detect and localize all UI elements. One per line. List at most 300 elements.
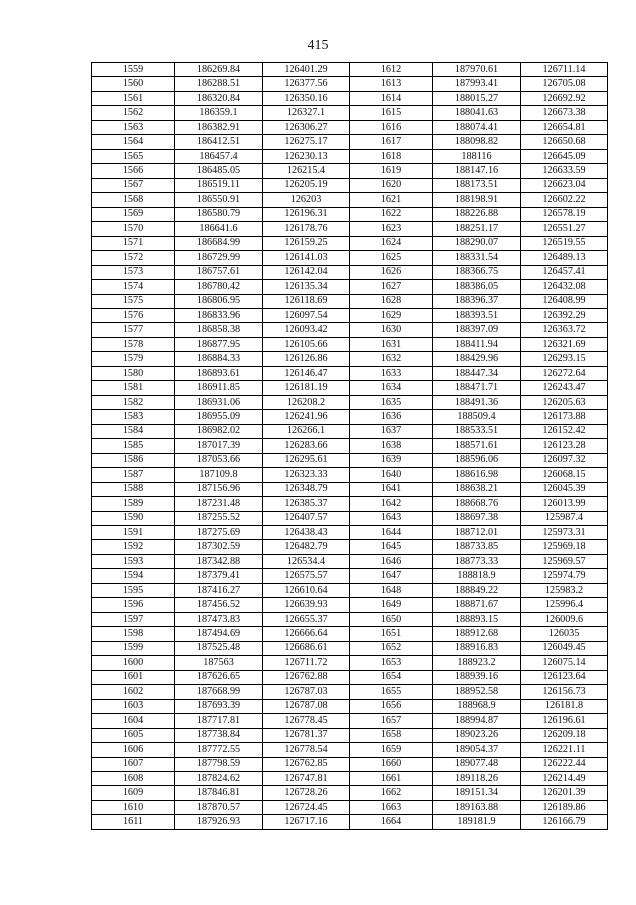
- x-coord-right-cell: 188147.16: [433, 164, 521, 178]
- x-coord-left-cell: 187563: [175, 656, 263, 670]
- x-coord-left-cell: 186806.95: [175, 294, 263, 308]
- y-coord-left-cell: 126686.61: [263, 641, 350, 655]
- table-row: [92, 77, 608, 91]
- table-row: [92, 786, 608, 800]
- point-id-left-cell: 1594: [92, 569, 175, 583]
- y-coord-right-cell: 126602.22: [521, 193, 608, 207]
- point-id-left-cell: 1567: [92, 178, 175, 192]
- point-id-left-cell: 1603: [92, 699, 175, 713]
- x-coord-right-cell: 188697.38: [433, 511, 521, 525]
- x-coord-left-cell: 186982.02: [175, 424, 263, 438]
- table-row: [92, 265, 608, 279]
- y-coord-left-cell: 126377.56: [263, 77, 350, 91]
- y-coord-left-cell: 126126.86: [263, 352, 350, 366]
- point-id-right-cell: 1615: [350, 106, 433, 120]
- x-coord-right-cell: 189181.9: [433, 815, 521, 829]
- x-coord-left-cell: 187846.81: [175, 786, 263, 800]
- x-coord-left-cell: 187275.69: [175, 526, 263, 540]
- table-row: [92, 743, 608, 757]
- x-coord-right-cell: 188509.4: [433, 410, 521, 424]
- y-coord-right-cell: 126009.6: [521, 612, 608, 626]
- table-row: [92, 612, 608, 626]
- y-coord-right-cell: 126692.92: [521, 91, 608, 105]
- x-coord-left-cell: 186833.96: [175, 308, 263, 322]
- x-coord-left-cell: 186955.09: [175, 410, 263, 424]
- table-row: [92, 757, 608, 771]
- point-id-left-cell: 1592: [92, 540, 175, 554]
- y-coord-right-cell: 126408.99: [521, 294, 608, 308]
- point-id-right-cell: 1652: [350, 641, 433, 655]
- y-coord-right-cell: 126457.41: [521, 265, 608, 279]
- y-coord-right-cell: 126551.27: [521, 222, 608, 236]
- x-coord-right-cell: 188893.15: [433, 612, 521, 626]
- x-coord-left-cell: 186382.91: [175, 120, 263, 134]
- x-coord-right-cell: 188818.9: [433, 569, 521, 583]
- y-coord-left-cell: 126401.29: [263, 63, 350, 77]
- point-id-right-cell: 1640: [350, 468, 433, 482]
- point-id-left-cell: 1596: [92, 598, 175, 612]
- x-coord-left-cell: 187416.27: [175, 583, 263, 597]
- x-coord-right-cell: 188041.63: [433, 106, 521, 120]
- table-row: [92, 308, 608, 322]
- x-coord-left-cell: 187156.96: [175, 482, 263, 496]
- x-coord-right-cell: 188098.82: [433, 135, 521, 149]
- y-coord-left-cell: 126407.57: [263, 511, 350, 525]
- point-id-left-cell: 1570: [92, 222, 175, 236]
- x-coord-right-cell: 188668.76: [433, 497, 521, 511]
- point-id-left-cell: 1584: [92, 424, 175, 438]
- point-id-left-cell: 1600: [92, 656, 175, 670]
- point-id-right-cell: 1627: [350, 280, 433, 294]
- x-coord-right-cell: 188952.58: [433, 685, 521, 699]
- y-coord-left-cell: 126787.03: [263, 685, 350, 699]
- x-coord-right-cell: 188994.87: [433, 714, 521, 728]
- point-id-left-cell: 1605: [92, 728, 175, 742]
- point-id-right-cell: 1649: [350, 598, 433, 612]
- y-coord-left-cell: 126203: [263, 193, 350, 207]
- x-coord-right-cell: 188173.51: [433, 178, 521, 192]
- y-coord-left-cell: 126159.25: [263, 236, 350, 250]
- x-coord-right-cell: 188198.91: [433, 193, 521, 207]
- y-coord-right-cell: 126166.79: [521, 815, 608, 829]
- point-id-right-cell: 1623: [350, 222, 433, 236]
- y-coord-right-cell: 126152.42: [521, 424, 608, 438]
- point-id-left-cell: 1575: [92, 294, 175, 308]
- x-coord-left-cell: 186641.6: [175, 222, 263, 236]
- point-id-right-cell: 1620: [350, 178, 433, 192]
- point-id-right-cell: 1641: [350, 482, 433, 496]
- point-id-left-cell: 1572: [92, 251, 175, 265]
- point-id-right-cell: 1635: [350, 395, 433, 409]
- y-coord-left-cell: 126215.4: [263, 164, 350, 178]
- coordinate-table-body: [92, 63, 608, 830]
- point-id-left-cell: 1579: [92, 352, 175, 366]
- point-id-right-cell: 1662: [350, 786, 433, 800]
- x-coord-right-cell: 188471.71: [433, 381, 521, 395]
- y-coord-left-cell: 126205.19: [263, 178, 350, 192]
- point-id-right-cell: 1653: [350, 656, 433, 670]
- x-coord-left-cell: 187231.48: [175, 497, 263, 511]
- x-coord-left-cell: 186320.84: [175, 91, 263, 105]
- x-coord-left-cell: 186457.4: [175, 149, 263, 163]
- table-row: [92, 497, 608, 511]
- table-row: [92, 294, 608, 308]
- x-coord-left-cell: 186684.99: [175, 236, 263, 250]
- x-coord-right-cell: 189118.26: [433, 771, 521, 785]
- point-id-right-cell: 1617: [350, 135, 433, 149]
- y-coord-left-cell: 126093.42: [263, 323, 350, 337]
- point-id-right-cell: 1651: [350, 627, 433, 641]
- point-id-left-cell: 1577: [92, 323, 175, 337]
- x-coord-right-cell: 188397.09: [433, 323, 521, 337]
- y-coord-right-cell: 126221.11: [521, 743, 608, 757]
- x-coord-right-cell: 188638.21: [433, 482, 521, 496]
- y-coord-left-cell: 126747.81: [263, 771, 350, 785]
- x-coord-right-cell: 188596.06: [433, 453, 521, 467]
- x-coord-right-cell: 188871.67: [433, 598, 521, 612]
- table-row: [92, 280, 608, 294]
- x-coord-right-cell: 189077.48: [433, 757, 521, 771]
- y-coord-right-cell: 126293.15: [521, 352, 608, 366]
- point-id-right-cell: 1654: [350, 670, 433, 684]
- table-row: [92, 699, 608, 713]
- x-coord-left-cell: 186580.79: [175, 207, 263, 221]
- point-id-left-cell: 1560: [92, 77, 175, 91]
- table-row: [92, 106, 608, 120]
- y-coord-left-cell: 126208.2: [263, 395, 350, 409]
- point-id-right-cell: 1647: [350, 569, 433, 583]
- point-id-left-cell: 1564: [92, 135, 175, 149]
- y-coord-left-cell: 126323.33: [263, 468, 350, 482]
- x-coord-left-cell: 187473.83: [175, 612, 263, 626]
- y-coord-left-cell: 126295.61: [263, 453, 350, 467]
- y-coord-left-cell: 126266.1: [263, 424, 350, 438]
- x-coord-left-cell: 186359.1: [175, 106, 263, 120]
- x-coord-left-cell: 186757.61: [175, 265, 263, 279]
- point-id-right-cell: 1631: [350, 337, 433, 351]
- point-id-right-cell: 1629: [350, 308, 433, 322]
- y-coord-right-cell: 126650.68: [521, 135, 608, 149]
- x-coord-right-cell: 188939.16: [433, 670, 521, 684]
- point-id-left-cell: 1595: [92, 583, 175, 597]
- x-coord-left-cell: 186858.38: [175, 323, 263, 337]
- x-coord-right-cell: 188773.33: [433, 554, 521, 568]
- x-coord-right-cell: 188447.34: [433, 366, 521, 380]
- y-coord-right-cell: 126201.39: [521, 786, 608, 800]
- table-row: [92, 815, 608, 829]
- y-coord-right-cell: 125987.4: [521, 511, 608, 525]
- y-coord-left-cell: 126348.79: [263, 482, 350, 496]
- y-coord-left-cell: 126097.54: [263, 308, 350, 322]
- x-coord-right-cell: 188411.94: [433, 337, 521, 351]
- x-coord-right-cell: 189163.88: [433, 800, 521, 814]
- x-coord-right-cell: 189023.26: [433, 728, 521, 742]
- table-row: [92, 193, 608, 207]
- y-coord-right-cell: 126123.28: [521, 439, 608, 453]
- x-coord-left-cell: 187824.62: [175, 771, 263, 785]
- point-id-left-cell: 1585: [92, 439, 175, 453]
- point-id-left-cell: 1604: [92, 714, 175, 728]
- x-coord-right-cell: 188015.27: [433, 91, 521, 105]
- y-coord-right-cell: 126363.72: [521, 323, 608, 337]
- x-coord-left-cell: 187525.48: [175, 641, 263, 655]
- y-coord-left-cell: 126350.16: [263, 91, 350, 105]
- y-coord-right-cell: 126392.29: [521, 308, 608, 322]
- table-row: [92, 337, 608, 351]
- point-id-left-cell: 1610: [92, 800, 175, 814]
- x-coord-left-cell: 187109.8: [175, 468, 263, 482]
- x-coord-right-cell: 188074.41: [433, 120, 521, 134]
- point-id-right-cell: 1613: [350, 77, 433, 91]
- y-coord-left-cell: 126141.03: [263, 251, 350, 265]
- y-coord-right-cell: 126578.19: [521, 207, 608, 221]
- point-id-right-cell: 1638: [350, 439, 433, 453]
- x-coord-left-cell: 187798.59: [175, 757, 263, 771]
- x-coord-right-cell: 188226.88: [433, 207, 521, 221]
- x-coord-right-cell: 188616.98: [433, 468, 521, 482]
- point-id-left-cell: 1587: [92, 468, 175, 482]
- point-id-left-cell: 1580: [92, 366, 175, 380]
- table-row: [92, 511, 608, 525]
- y-coord-right-cell: 126156.73: [521, 685, 608, 699]
- point-id-right-cell: 1642: [350, 497, 433, 511]
- point-id-right-cell: 1622: [350, 207, 433, 221]
- y-coord-right-cell: 126068.15: [521, 468, 608, 482]
- x-coord-left-cell: 187693.39: [175, 699, 263, 713]
- y-coord-right-cell: 126489.13: [521, 251, 608, 265]
- y-coord-left-cell: 126146.47: [263, 366, 350, 380]
- point-id-right-cell: 1633: [350, 366, 433, 380]
- point-id-right-cell: 1616: [350, 120, 433, 134]
- y-coord-right-cell: 126633.59: [521, 164, 608, 178]
- table-row: [92, 656, 608, 670]
- y-coord-left-cell: 126778.54: [263, 743, 350, 757]
- table-row: [92, 164, 608, 178]
- point-id-right-cell: 1630: [350, 323, 433, 337]
- y-coord-right-cell: 126013.99: [521, 497, 608, 511]
- x-coord-right-cell: 188712.01: [433, 526, 521, 540]
- y-coord-left-cell: 126762.85: [263, 757, 350, 771]
- table-row: [92, 323, 608, 337]
- page-number: 415: [307, 38, 329, 53]
- point-id-right-cell: 1648: [350, 583, 433, 597]
- point-id-right-cell: 1657: [350, 714, 433, 728]
- point-id-left-cell: 1573: [92, 265, 175, 279]
- y-coord-left-cell: 126762.88: [263, 670, 350, 684]
- point-id-right-cell: 1618: [350, 149, 433, 163]
- point-id-left-cell: 1582: [92, 395, 175, 409]
- point-id-right-cell: 1655: [350, 685, 433, 699]
- y-coord-right-cell: 126035: [521, 627, 608, 641]
- point-id-left-cell: 1562: [92, 106, 175, 120]
- table-row: [92, 670, 608, 684]
- x-coord-left-cell: 186911.85: [175, 381, 263, 395]
- y-coord-right-cell: 126097.32: [521, 453, 608, 467]
- x-coord-right-cell: 188396.37: [433, 294, 521, 308]
- x-coord-right-cell: 188429.96: [433, 352, 521, 366]
- table-row: [92, 222, 608, 236]
- point-id-left-cell: 1599: [92, 641, 175, 655]
- x-coord-left-cell: 186269.84: [175, 63, 263, 77]
- x-coord-left-cell: 186729.99: [175, 251, 263, 265]
- table-row: [92, 120, 608, 134]
- table-row: [92, 410, 608, 424]
- y-coord-right-cell: 126196.61: [521, 714, 608, 728]
- x-coord-left-cell: 187255.52: [175, 511, 263, 525]
- y-coord-left-cell: 126241.96: [263, 410, 350, 424]
- x-coord-right-cell: 188491.36: [433, 395, 521, 409]
- x-coord-left-cell: 187494.69: [175, 627, 263, 641]
- point-id-right-cell: 1625: [350, 251, 433, 265]
- point-id-right-cell: 1644: [350, 526, 433, 540]
- y-coord-right-cell: 126075.14: [521, 656, 608, 670]
- point-id-right-cell: 1634: [350, 381, 433, 395]
- y-coord-right-cell: 126123.64: [521, 670, 608, 684]
- x-coord-right-cell: 188968.9: [433, 699, 521, 713]
- point-id-left-cell: 1576: [92, 308, 175, 322]
- x-coord-left-cell: 187926.93: [175, 815, 263, 829]
- x-coord-left-cell: 187870.57: [175, 800, 263, 814]
- x-coord-left-cell: 186288.51: [175, 77, 263, 91]
- x-coord-left-cell: 187379.41: [175, 569, 263, 583]
- y-coord-left-cell: 126655.37: [263, 612, 350, 626]
- x-coord-left-cell: 187668.99: [175, 685, 263, 699]
- y-coord-left-cell: 126610.64: [263, 583, 350, 597]
- x-coord-right-cell: 188393.51: [433, 308, 521, 322]
- point-id-left-cell: 1588: [92, 482, 175, 496]
- table-row: [92, 685, 608, 699]
- point-id-left-cell: 1559: [92, 63, 175, 77]
- table-row: [92, 598, 608, 612]
- table-row: [92, 569, 608, 583]
- point-id-left-cell: 1561: [92, 91, 175, 105]
- y-coord-right-cell: 126243.47: [521, 381, 608, 395]
- y-coord-right-cell: 126432.08: [521, 280, 608, 294]
- y-coord-left-cell: 126327.1: [263, 106, 350, 120]
- table-row: [92, 135, 608, 149]
- y-coord-left-cell: 126534.4: [263, 554, 350, 568]
- table-row: [92, 526, 608, 540]
- point-id-right-cell: 1650: [350, 612, 433, 626]
- table-row: [92, 728, 608, 742]
- point-id-right-cell: 1614: [350, 91, 433, 105]
- table-row: [92, 366, 608, 380]
- y-coord-right-cell: 126705.08: [521, 77, 608, 91]
- x-coord-right-cell: 188912.68: [433, 627, 521, 641]
- y-coord-right-cell: 125974.79: [521, 569, 608, 583]
- x-coord-right-cell: 188331.54: [433, 251, 521, 265]
- y-coord-left-cell: 126230.13: [263, 149, 350, 163]
- table-row: [92, 395, 608, 409]
- y-coord-left-cell: 126142.04: [263, 265, 350, 279]
- table-row: [92, 251, 608, 265]
- point-id-right-cell: 1636: [350, 410, 433, 424]
- x-coord-right-cell: 187993.41: [433, 77, 521, 91]
- y-coord-right-cell: 126519.55: [521, 236, 608, 250]
- y-coord-left-cell: 126385.37: [263, 497, 350, 511]
- point-id-right-cell: 1646: [350, 554, 433, 568]
- table-row: [92, 439, 608, 453]
- y-coord-right-cell: 125983.2: [521, 583, 608, 597]
- x-coord-left-cell: 186884.33: [175, 352, 263, 366]
- table-row: [92, 381, 608, 395]
- point-id-left-cell: 1590: [92, 511, 175, 525]
- point-id-right-cell: 1632: [350, 352, 433, 366]
- x-coord-left-cell: 187772.55: [175, 743, 263, 757]
- table-row: [92, 149, 608, 163]
- x-coord-right-cell: 188290.07: [433, 236, 521, 250]
- x-coord-right-cell: 188571.61: [433, 439, 521, 453]
- point-id-right-cell: 1656: [350, 699, 433, 713]
- table-row: [92, 627, 608, 641]
- x-coord-left-cell: 187717.81: [175, 714, 263, 728]
- point-id-right-cell: 1645: [350, 540, 433, 554]
- x-coord-right-cell: 188733.85: [433, 540, 521, 554]
- y-coord-right-cell: 126654.81: [521, 120, 608, 134]
- x-coord-left-cell: 186877.95: [175, 337, 263, 351]
- x-coord-right-cell: 188916.83: [433, 641, 521, 655]
- point-id-left-cell: 1583: [92, 410, 175, 424]
- y-coord-left-cell: 126482.79: [263, 540, 350, 554]
- y-coord-left-cell: 126639.93: [263, 598, 350, 612]
- y-coord-left-cell: 126778.45: [263, 714, 350, 728]
- point-id-left-cell: 1566: [92, 164, 175, 178]
- point-id-right-cell: 1659: [350, 743, 433, 757]
- point-id-right-cell: 1626: [350, 265, 433, 279]
- x-coord-left-cell: 186519.11: [175, 178, 263, 192]
- point-id-right-cell: 1628: [350, 294, 433, 308]
- y-coord-right-cell: 125973.31: [521, 526, 608, 540]
- table-row: [92, 207, 608, 221]
- x-coord-right-cell: 188116: [433, 149, 521, 163]
- table-row: [92, 771, 608, 785]
- point-id-right-cell: 1658: [350, 728, 433, 742]
- point-id-right-cell: 1637: [350, 424, 433, 438]
- point-id-left-cell: 1569: [92, 207, 175, 221]
- y-coord-right-cell: 126623.04: [521, 178, 608, 192]
- x-coord-right-cell: 188386.05: [433, 280, 521, 294]
- y-coord-left-cell: 126275.17: [263, 135, 350, 149]
- y-coord-left-cell: 126118.69: [263, 294, 350, 308]
- table-row: [92, 641, 608, 655]
- table-row: [92, 91, 608, 105]
- x-coord-left-cell: 186931.06: [175, 395, 263, 409]
- y-coord-right-cell: 126272.64: [521, 366, 608, 380]
- point-id-left-cell: 1611: [92, 815, 175, 829]
- y-coord-left-cell: 126666.64: [263, 627, 350, 641]
- x-coord-left-cell: 186893.61: [175, 366, 263, 380]
- point-id-left-cell: 1563: [92, 120, 175, 134]
- point-id-left-cell: 1606: [92, 743, 175, 757]
- point-id-left-cell: 1607: [92, 757, 175, 771]
- point-id-right-cell: 1621: [350, 193, 433, 207]
- y-coord-right-cell: 126209.18: [521, 728, 608, 742]
- y-coord-right-cell: 126049.45: [521, 641, 608, 655]
- y-coord-left-cell: 126711.72: [263, 656, 350, 670]
- point-id-left-cell: 1593: [92, 554, 175, 568]
- point-id-left-cell: 1608: [92, 771, 175, 785]
- x-coord-left-cell: 187626.65: [175, 670, 263, 684]
- point-id-left-cell: 1598: [92, 627, 175, 641]
- x-coord-right-cell: 188849.22: [433, 583, 521, 597]
- point-id-left-cell: 1568: [92, 193, 175, 207]
- y-coord-right-cell: 126711.14: [521, 63, 608, 77]
- y-coord-right-cell: 126321.69: [521, 337, 608, 351]
- y-coord-left-cell: 126105.66: [263, 337, 350, 351]
- y-coord-left-cell: 126196.31: [263, 207, 350, 221]
- y-coord-right-cell: 125969.18: [521, 540, 608, 554]
- point-id-left-cell: 1565: [92, 149, 175, 163]
